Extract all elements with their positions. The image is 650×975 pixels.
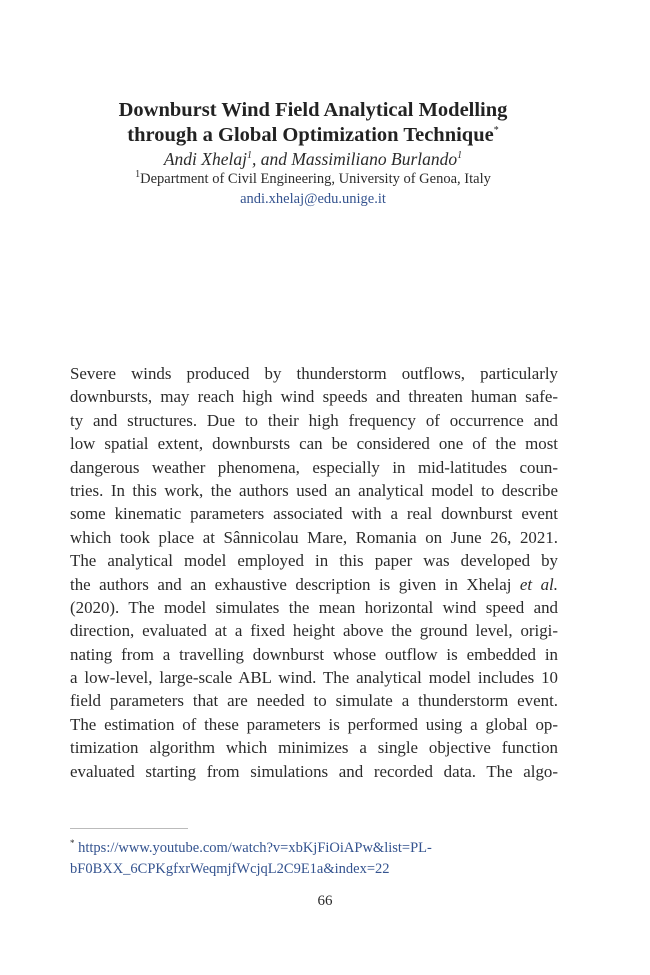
title-footnote-marker: * <box>493 125 499 137</box>
paper-header <box>60 98 566 209</box>
abstract-body <box>70 362 558 783</box>
body-line <box>70 409 558 432</box>
body-line <box>70 736 558 759</box>
author-1-affil-sup: 1 <box>246 150 252 162</box>
body-line <box>70 549 558 572</box>
author-email-link[interactable]: andi.xhelaj@edu.unige.it <box>240 191 386 207</box>
body-line-text: nating from a travelling downburst whose outflow is embedded in <box>70 644 558 664</box>
affiliation <box>60 170 566 189</box>
body-line-text: which took place at Sânnicolau Mare, Romania on June 26, 2021. <box>70 527 558 547</box>
body-line <box>70 619 558 642</box>
body-line <box>70 643 558 666</box>
footnote <box>70 838 470 880</box>
body-line-text: The estimation of these parameters is performed using a global op- <box>70 714 558 734</box>
title-line-2-text: through a Global Optimization Technique <box>127 124 494 146</box>
body-line-text: The analytical model employed in this paper was developed by <box>70 551 558 571</box>
paper-title <box>60 98 566 148</box>
author-list <box>60 148 566 170</box>
body-line-text: downbursts, may reach high wind speeds and threaten human safe- <box>70 387 558 407</box>
body-line-text: timization algorithm which minimizes a single objective function <box>70 738 558 758</box>
body-line <box>70 713 558 736</box>
body-line-text: direction, evaluated at a fixed height above the ground level, origi- <box>70 621 558 641</box>
affiliation-sup: 1 <box>135 169 141 181</box>
body-line-text: tries. In this work, the authors used an analytical model to describe <box>70 480 558 500</box>
footnote-divider <box>70 828 188 829</box>
body-line <box>70 526 558 549</box>
body-line-text: (2020). The model simulates the mean horizontal wind speed and <box>70 597 558 617</box>
body-line-text: dangerous weather phenomena, especially in mid-latitudes coun- <box>70 457 558 477</box>
body-line <box>70 479 558 502</box>
body-line-text: ty and structures. Due to their high frequency of occurrence and <box>70 410 558 430</box>
author-2: , and Massimiliano Burlando <box>251 149 458 169</box>
body-line <box>70 502 558 525</box>
body-line <box>70 385 558 408</box>
body-line-text: evaluated starting from simulations and recorded data. The algo- <box>70 761 558 781</box>
body-line-text: Severe winds produced by thunderstorm outflows, particularly <box>70 364 558 383</box>
body-line <box>70 573 558 596</box>
citation-et-al: et al. <box>519 574 558 594</box>
body-line <box>70 432 558 455</box>
body-line-text: field parameters that are needed to simulate a thunderstorm event. <box>70 691 558 711</box>
body-line-text: the authors and an exhaustive description is given in Xhelaj <box>70 574 512 594</box>
body-line <box>70 689 558 712</box>
body-line-text: a low-level, large-scale ABL wind. The analytical model includes 10 <box>70 668 558 688</box>
body-line <box>70 760 558 783</box>
body-line <box>70 456 558 479</box>
body-line <box>70 362 558 385</box>
title-line-2 <box>60 123 566 148</box>
page-number: 66 <box>317 893 333 909</box>
footnote-marker: * <box>70 838 75 849</box>
title-line-1: Downburst Wind Field Analytical Modelling <box>118 99 508 121</box>
footnote-link-line-1[interactable]: https://www.youtube.com/watch?v=xbKjFiOiAPw&list=PL- <box>78 840 432 856</box>
body-line <box>70 666 558 689</box>
footnote-link-line-2[interactable]: bF0BXX_6CPKgfxrWeqmjfWcjqL2C9E1a&index=22 <box>70 861 390 877</box>
body-line <box>70 596 558 619</box>
body-line-text: low spatial extent, downbursts can be considered one of the most <box>70 434 558 454</box>
author-2-affil-sup: 1 <box>457 150 463 162</box>
affiliation-text: Department of Civil Engineering, University of Genoa, Italy <box>140 171 491 187</box>
body-line-text: some kinematic parameters associated with a real downburst event <box>70 504 558 524</box>
author-1: Andi Xhelaj <box>163 149 247 169</box>
